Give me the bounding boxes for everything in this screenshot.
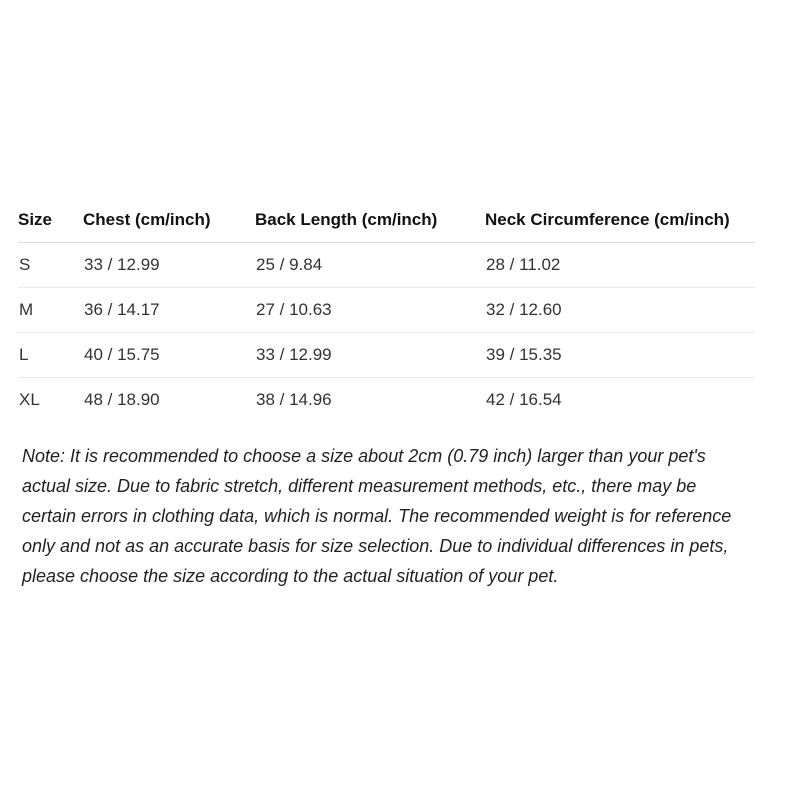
table-row bbox=[18, 243, 755, 288]
size-chart-table bbox=[18, 202, 755, 422]
note-paragraph: Note: It is recommended to choose a size about 2cm (0.79 inch) larger than your pet's actual size. Due to fabric stretch, different measurement methods, etc., there may be certain errors in clothing data, which is normal. The recommended weight is for reference only and not as an accurate basis for size selection. Due to individual differences in pets, please choose the size according to the actual situation of your pet. bbox=[22, 446, 732, 586]
chest-cell: 36 / 14.17 bbox=[83, 288, 255, 333]
table-row bbox=[18, 288, 755, 333]
chest-cell: 48 / 18.90 bbox=[84, 390, 160, 409]
neck-cell: 32 / 12.60 bbox=[485, 288, 755, 333]
neck-cell: 28 / 11.02 bbox=[485, 243, 755, 288]
table-header-row bbox=[18, 202, 755, 243]
column-header-chest: Chest (cm/inch) bbox=[83, 202, 255, 243]
column-header-neck-circumference: Neck Circumference (cm/inch) bbox=[485, 202, 755, 243]
chest-cell: 33 / 12.99 bbox=[83, 243, 255, 288]
back-length-cell: 38 / 14.96 bbox=[256, 390, 332, 409]
back-length-cell: 33 / 12.99 bbox=[255, 333, 485, 378]
neck-cell: 39 / 15.35 bbox=[485, 333, 755, 378]
size-cell: M bbox=[18, 288, 83, 333]
table-row bbox=[18, 333, 755, 378]
size-cell: L bbox=[18, 333, 83, 378]
table-row bbox=[18, 378, 755, 423]
back-length-cell: 25 / 9.84 bbox=[255, 243, 485, 288]
column-header-back-length: Back Length (cm/inch) bbox=[255, 202, 485, 243]
size-cell: XL bbox=[19, 390, 40, 409]
back-length-cell: 27 / 10.63 bbox=[255, 288, 485, 333]
column-header-size: Size bbox=[18, 202, 83, 243]
size-cell: S bbox=[18, 243, 83, 288]
neck-cell: 42 / 16.54 bbox=[486, 390, 562, 409]
chest-cell: 40 / 15.75 bbox=[83, 333, 255, 378]
